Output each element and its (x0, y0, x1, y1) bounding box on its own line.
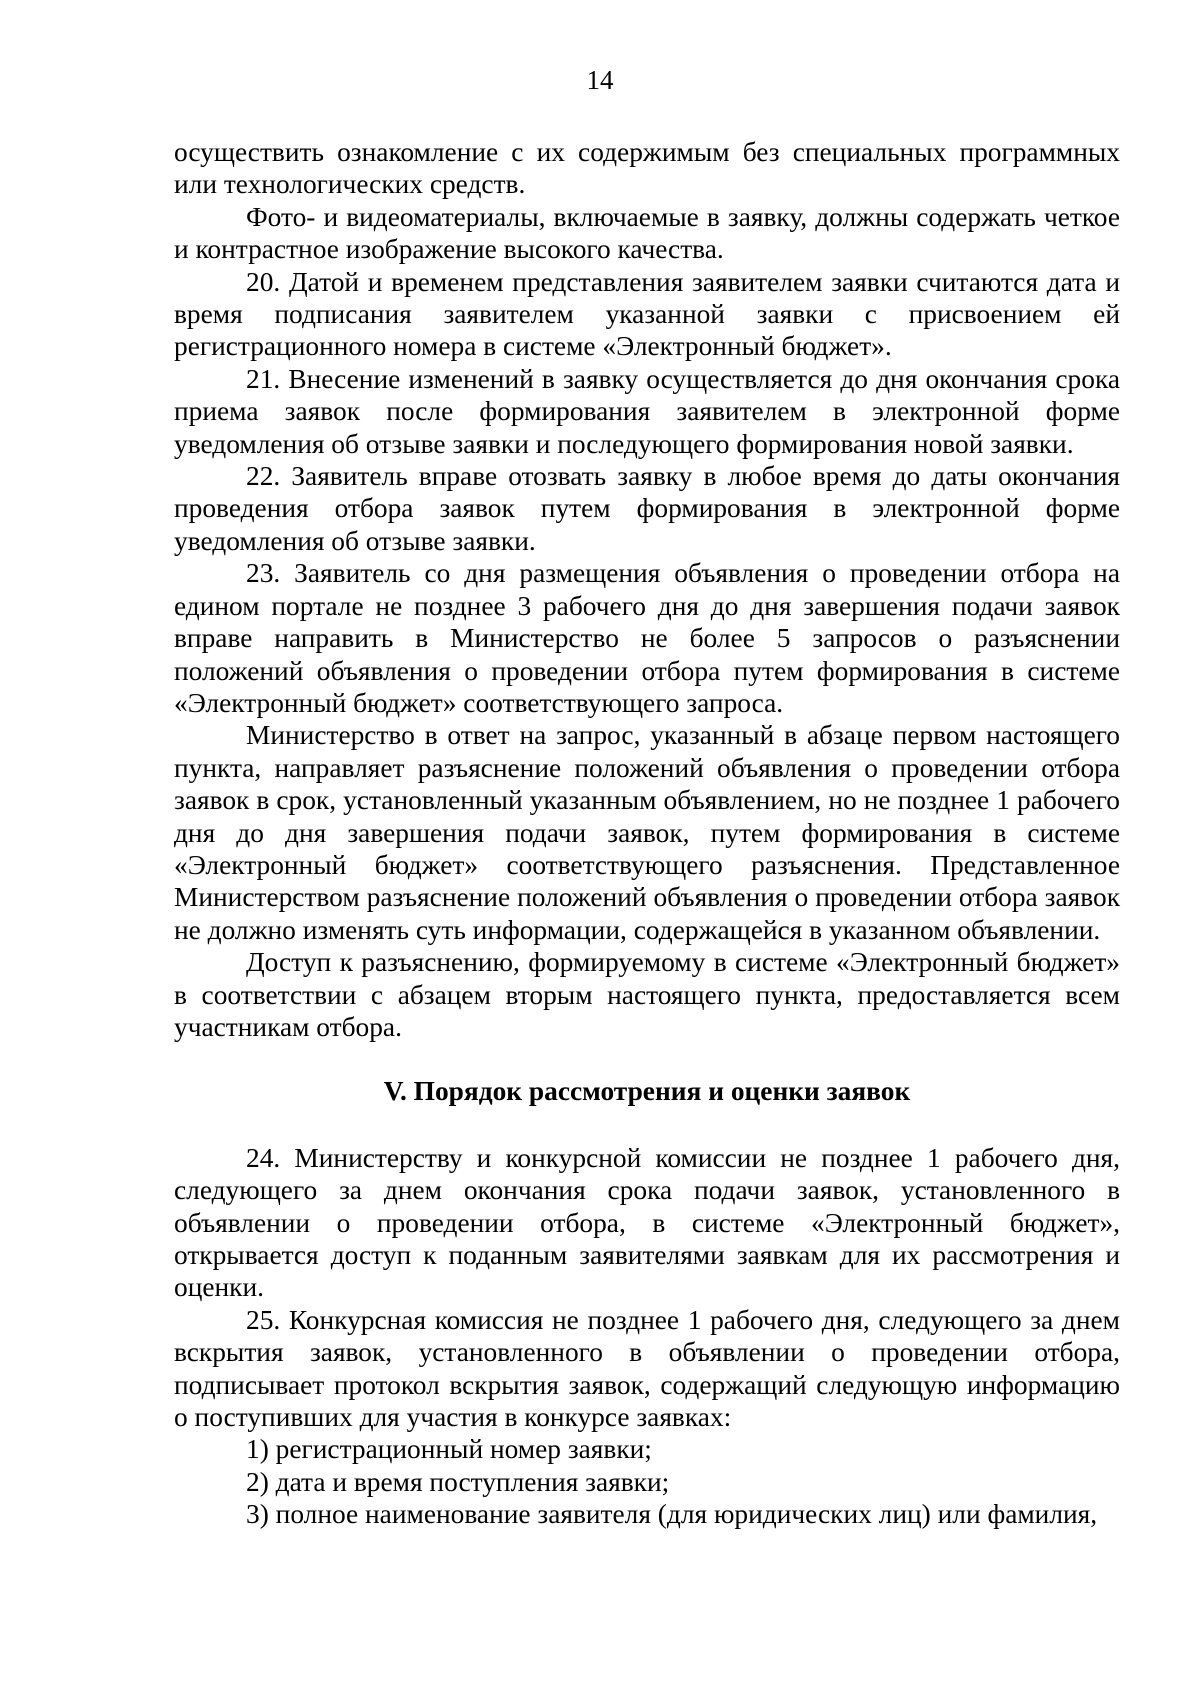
paragraph-item-22: 22. Заявитель вправе отозвать заявку в любое время до даты окончания проведения отбора заявок путем формирования в электронной форме уведомления об отзыве заявки. (174, 461, 1120, 556)
paragraph-item-21: 21. Внесение изменений в заявку осуществляется до дня окончания срока приема заявок после формирования заявителем в электронной форме уведомления об отзыве заявки и последующего формирования новой заявки. (174, 363, 1120, 459)
document-body (174, 136, 1120, 1531)
page-number: 14 (586, 65, 614, 95)
paragraph-access-clarification: Доступ к разъяснению, формируемому в системе «Электронный бюджет» в соответствии с абзацем вторым настоящего пункта, предоставляется всем участникам отбора. (174, 947, 1120, 1042)
section-title: V. Порядок рассмотрения и оценки заявок (383, 1076, 911, 1107)
list-item-3: 3) полное наименование заявителя (для юридических лиц) или фамилия, (246, 1499, 1098, 1530)
list-item-2: 2) дата и время поступления заявки; (246, 1466, 670, 1497)
list-item-1: 1) регистрационный номер заявки; (246, 1434, 652, 1465)
paragraph-media-requirements: Фото- и видеоматериалы, включаемые в заявку, должны содержать четкое и контрастное изображение высокого качества. (174, 201, 1120, 265)
paragraph-item-25: 25. Конкурсная комиссия не позднее 1 рабочего дня, следующего за днем вскрытия заявок, установленного в объявлении о проведении отбора, подписывает протокол вскрытия заявок, содержащий следующую информацию о поступивших для участия в конкурсе заявках: (174, 1304, 1120, 1433)
paragraph-continuation: осуществить ознакомление с их содержимым без специальных программных или технологических средств. (174, 137, 1120, 200)
paragraph-ministry-response: Министерство в ответ на запрос, указанный в абзаце первом настоящего пункта, направляет разъяснение положений объявления о проведении отбора заявок в срок, установленный указанным объявлением, но не позднее 1 рабочего дня до дня завершения подачи заявок, путем формирования в системе «Электронный бюджет» соответствующего разъяснения. Представленное Министерством разъяснение положений объявления о проведении отбора заявок не должно изменять суть информации, содержащейся в указанном объявлении. (174, 720, 1120, 945)
paragraph-item-23: 23. Заявитель со дня размещения объявления о проведении отбора на едином портале не позднее 3 рабочего дня до дня завершения подачи заявок вправе направить в Министерство не более 5 запросов о разъяснении положений объявления о проведении отбора путем формирования в системе «Электронный бюджет» соответствующего запроса. (174, 558, 1120, 718)
paragraph-item-20: 20. Датой и временем представления заявителем заявки считаются дата и время подписания заявителем указанной заявки с присвоением ей регистрационного номера в системе «Электронный бюджет». (174, 266, 1120, 362)
paragraph-item-24: 24. Министерству и конкурсной комиссии не позднее 1 рабочего дня, следующего за днем окончания срока подачи заявок, установленного в объявлении о проведении отбора, в системе «Электронный бюджет», открывается доступ к поданным заявителями заявкам для их рассмотрения и оценки. (174, 1142, 1120, 1303)
